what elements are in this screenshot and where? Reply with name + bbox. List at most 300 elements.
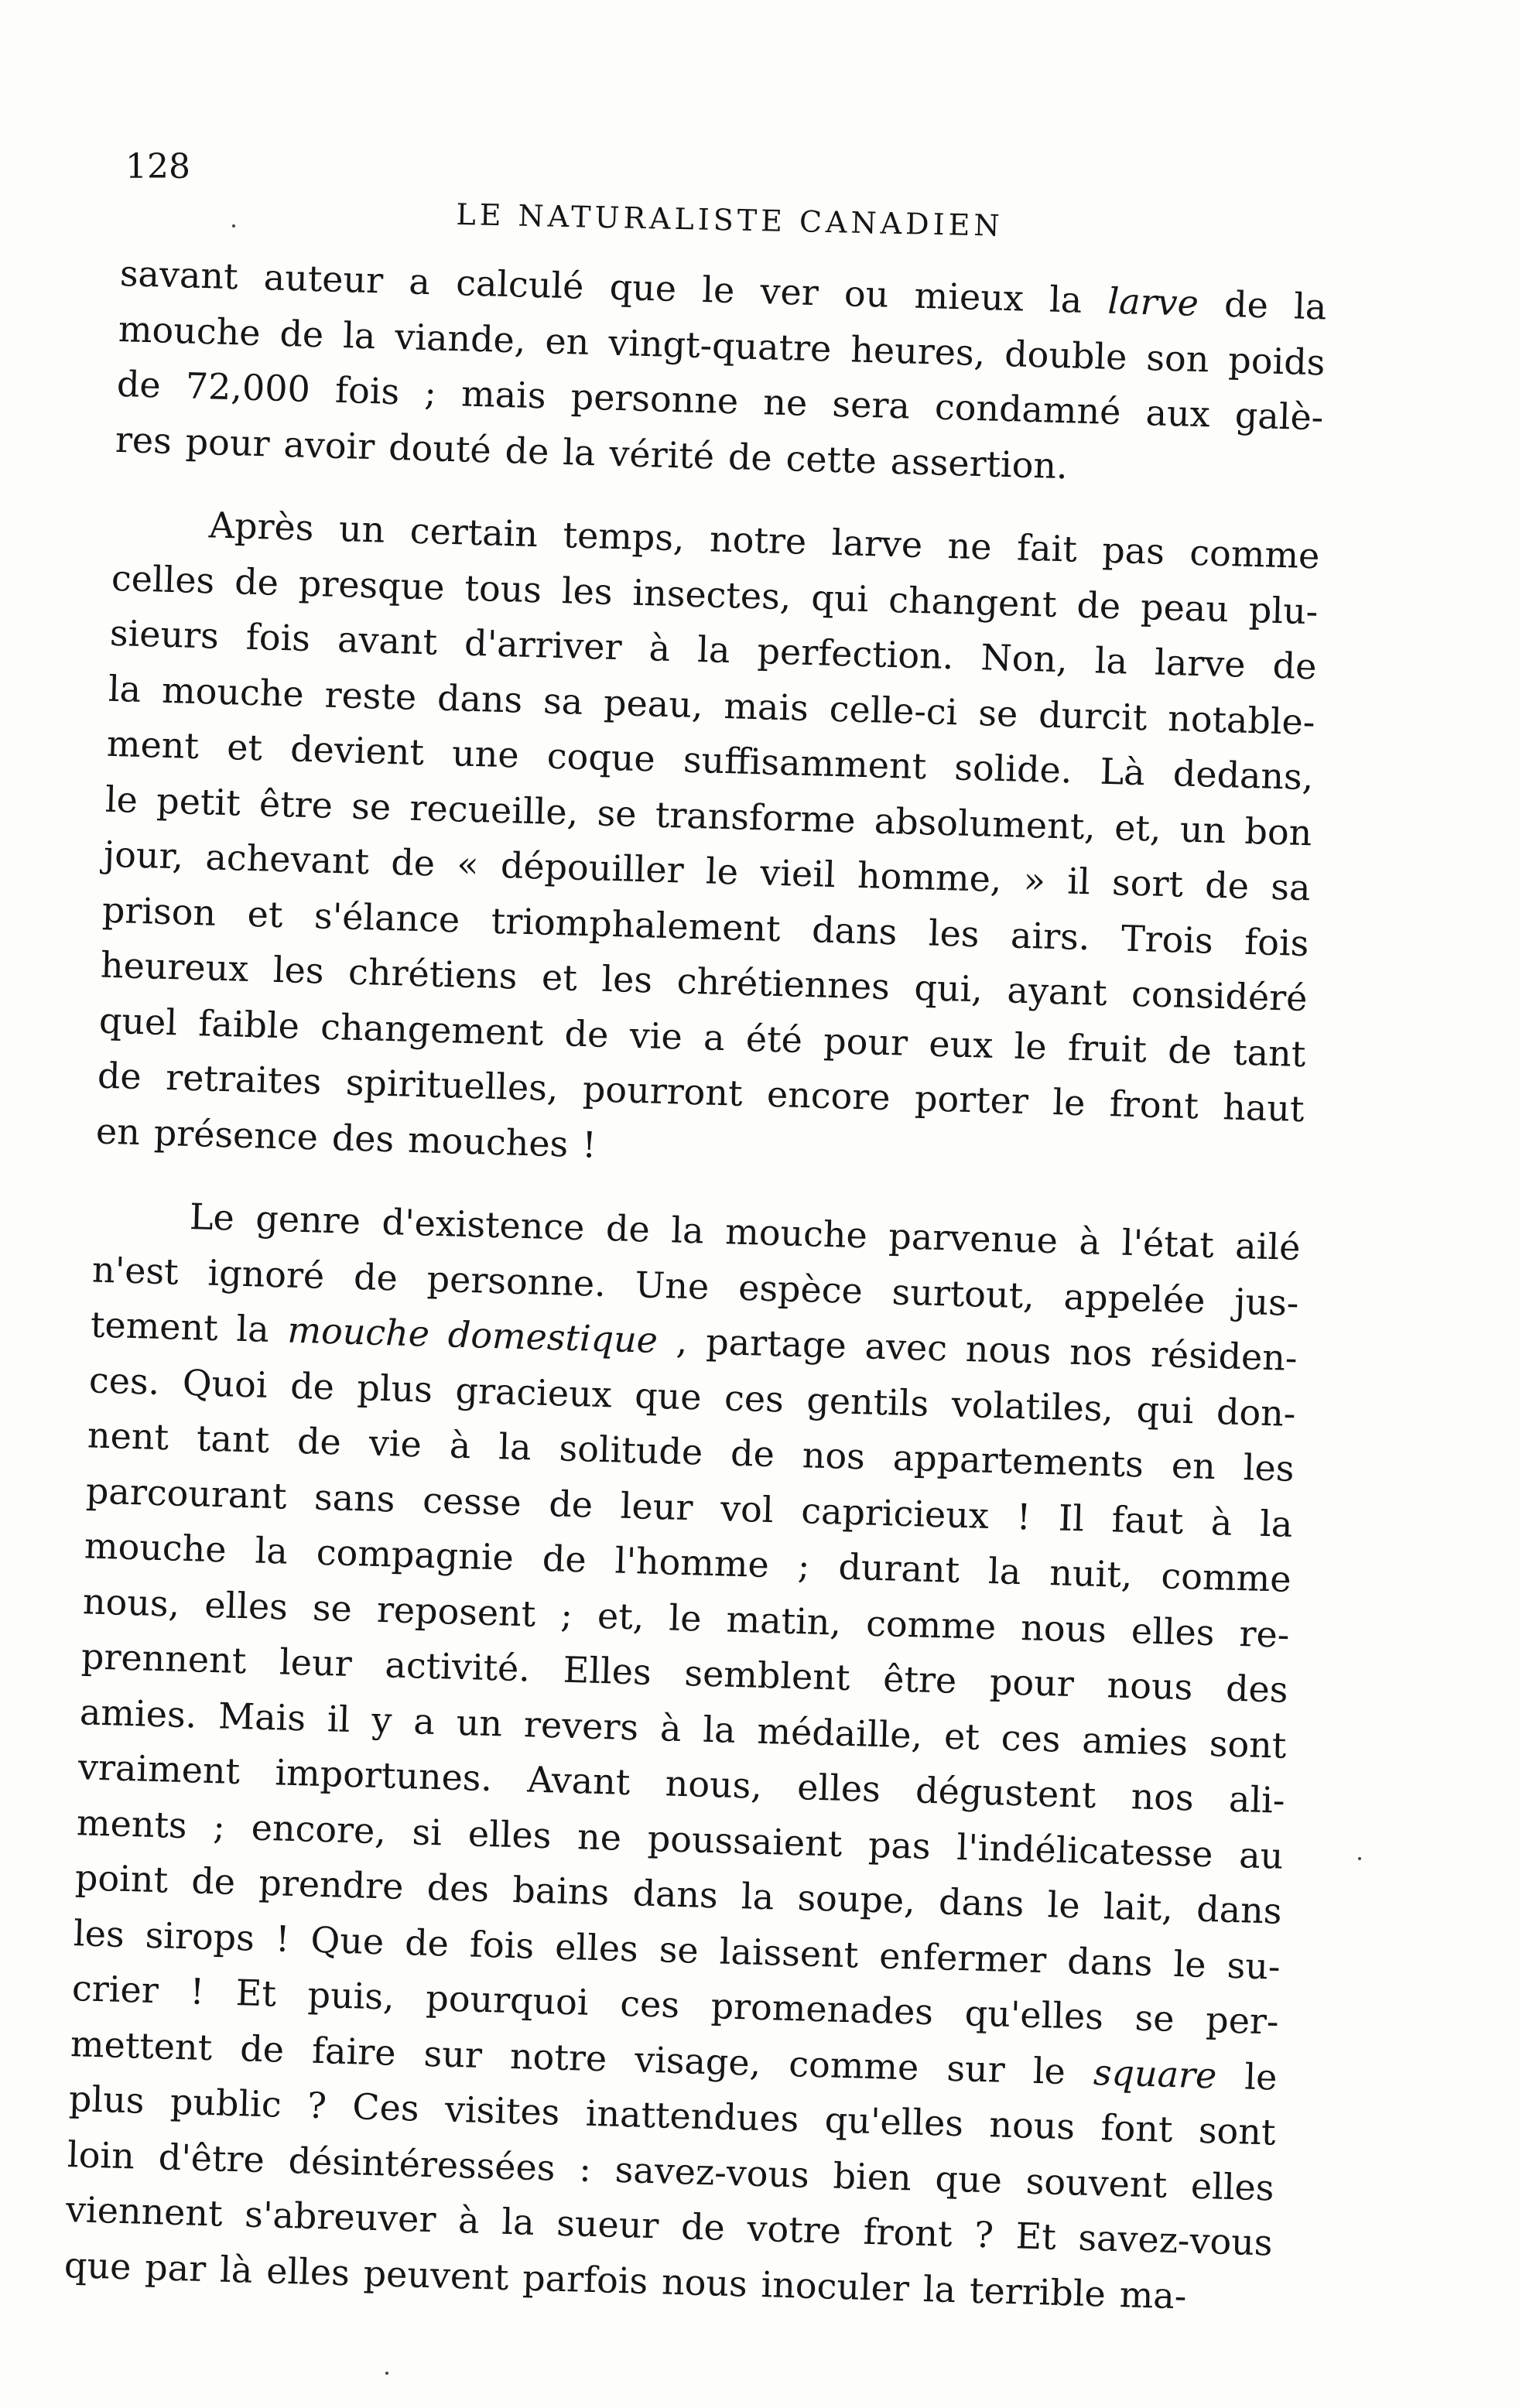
word: dans [1196, 1887, 1283, 1932]
word: fait [1016, 526, 1078, 570]
word: gracieux [454, 1369, 613, 1415]
word: reposent [376, 1588, 536, 1635]
word: front [862, 2210, 953, 2255]
word: pas [1101, 528, 1165, 573]
word: qu'elles [824, 2098, 964, 2145]
word: elles [265, 2249, 351, 2293]
word: transforme [655, 793, 857, 841]
word: retraites [165, 1056, 323, 1103]
word: la [987, 1549, 1022, 1593]
word: mais [460, 372, 547, 417]
word: se [596, 791, 638, 835]
word: volatiles, [951, 1383, 1114, 1429]
word: cesse [422, 1479, 522, 1524]
word: temps, [562, 514, 686, 559]
word: surtout, [891, 1270, 1035, 1316]
word: avec [864, 1325, 948, 1370]
word: larve [831, 521, 923, 566]
word: le [1046, 1883, 1081, 1927]
word: ayant [1006, 969, 1108, 1014]
word: ; [212, 1804, 226, 1848]
word: qui [810, 576, 870, 620]
word: perfection. [756, 630, 955, 678]
word: nos [802, 1434, 866, 1478]
word: « [456, 843, 480, 886]
word: le [1032, 2049, 1066, 2092]
word: achevant [204, 836, 370, 883]
word: résiden- [1150, 1332, 1298, 1380]
word: terrible [969, 2269, 1107, 2315]
word: de [680, 2205, 726, 2249]
word: bon [1244, 809, 1313, 853]
word: su- [1226, 1944, 1281, 1988]
word: prison [101, 888, 217, 934]
word: y [371, 1698, 393, 1742]
word: vol [720, 1486, 775, 1531]
word: a [703, 1015, 726, 1059]
word: de [234, 559, 279, 604]
word: mouche [118, 307, 262, 354]
word: activité. [384, 1644, 531, 1690]
word: lait, [1103, 1885, 1174, 1929]
word: certain [409, 509, 539, 556]
word: se [1134, 1996, 1175, 2040]
word: de [542, 1537, 587, 1581]
word: s'abreuver [244, 2193, 437, 2241]
word: qu'elles [964, 1992, 1104, 2038]
word: Ces [351, 2085, 420, 2129]
word: ignoré [207, 1251, 325, 1297]
word: front [1109, 1083, 1199, 1127]
print-speck [1358, 1857, 1361, 1860]
word: nous [661, 2260, 748, 2305]
word: Non, [980, 636, 1069, 681]
word: vraiment [77, 1746, 241, 1793]
word: dans [1066, 1939, 1154, 1984]
word: coque [546, 734, 656, 780]
word: revers [523, 1702, 639, 1748]
word: celles [111, 556, 215, 602]
word: chrétiens [347, 950, 518, 997]
word: et [943, 1714, 980, 1758]
word: médaille, [756, 1709, 923, 1756]
word: Que [310, 1918, 385, 1962]
word: nuit, [1049, 1551, 1134, 1596]
word: jus- [1233, 1280, 1300, 1324]
word: sur [946, 2047, 1006, 2091]
word: la [922, 2267, 956, 2311]
word: nous [1106, 1664, 1194, 1709]
word: mouche [84, 1524, 228, 1571]
word: nous [965, 1328, 1052, 1373]
word: changement [320, 1005, 545, 1054]
word: de [1271, 644, 1318, 688]
word: porter [914, 1077, 1029, 1123]
word: elles [467, 1811, 553, 1856]
word: savant [119, 251, 239, 298]
word: pour [823, 1019, 908, 1064]
word: le [1052, 1081, 1086, 1124]
word: elles [796, 1766, 881, 1811]
word: jour, [103, 833, 184, 877]
word: dans [938, 1880, 1025, 1925]
word: res [115, 418, 173, 462]
word: savez-vous [614, 2148, 810, 2196]
word: si [412, 1810, 443, 1853]
word: de [239, 2027, 285, 2071]
word: galè- [1234, 394, 1325, 439]
word: faible [197, 1001, 300, 1047]
word: vieil [759, 851, 836, 896]
word: fois [334, 368, 400, 413]
word: partage [705, 1320, 847, 1366]
word: d'existence [381, 1200, 586, 1249]
print-speck [385, 2372, 388, 2375]
word: s'élance [313, 894, 460, 941]
word: de [564, 1011, 610, 1055]
word: le [104, 778, 139, 821]
word: les [600, 957, 653, 1001]
word: ! [581, 1123, 597, 1166]
word: le [1244, 2054, 1278, 2098]
word: peau, [603, 681, 704, 726]
word: de [1223, 282, 1269, 327]
word: ment [106, 722, 200, 768]
word: 72,000 [185, 364, 311, 410]
word: visage, [634, 2037, 762, 2084]
word: douté [388, 426, 492, 470]
word: recueille, [409, 786, 580, 833]
word: de [605, 1207, 651, 1250]
word: dégustent [915, 1769, 1097, 1816]
word: notable- [1167, 696, 1316, 743]
word: sont [1209, 1722, 1288, 1767]
word: ne [946, 525, 993, 568]
word: les [73, 1911, 125, 1955]
word: genre [255, 1197, 361, 1243]
word: insectes, [631, 571, 792, 617]
word: nous [988, 2103, 1076, 2148]
word: et, [597, 1594, 645, 1638]
word: de [404, 1921, 450, 1965]
word: nos [1069, 1330, 1134, 1375]
word: pour [185, 419, 271, 464]
word: des [426, 1866, 490, 1910]
word: matin, [725, 1598, 842, 1644]
word: être [882, 1657, 957, 1702]
word: faut [1110, 1497, 1184, 1542]
word: considéré [1131, 972, 1309, 1020]
word: mouches [407, 1118, 570, 1165]
word: comme [788, 2042, 920, 2088]
word: amies. [79, 1690, 198, 1736]
word: leur [620, 1484, 694, 1528]
word: pourquoi [425, 1976, 590, 2023]
word: les [1243, 1446, 1295, 1490]
word: heureux [100, 943, 250, 990]
word: auteur [263, 256, 384, 302]
word: re- [1238, 1612, 1291, 1656]
word: de [504, 429, 550, 473]
word: solitude [558, 1427, 703, 1473]
word: compagnie [316, 1531, 515, 1579]
word: durant [837, 1545, 960, 1591]
word: enfermer [878, 1934, 1047, 1981]
word: l'état [1120, 1221, 1215, 1266]
word: Il [1058, 1496, 1085, 1539]
word: elles [554, 1925, 639, 1970]
word: il [1066, 860, 1091, 903]
word: en [1171, 1444, 1216, 1488]
word: sans [313, 1476, 396, 1520]
word: fois [469, 1922, 535, 1967]
word: vie [629, 1014, 683, 1058]
word: le [705, 850, 739, 893]
word: prennent [80, 1635, 248, 1682]
word: dedans, [1172, 752, 1315, 799]
word: Et [235, 1972, 277, 2015]
word: eux [928, 1022, 994, 1066]
word: notre [509, 2034, 607, 2079]
word: ments [76, 1801, 188, 1846]
word: se [351, 785, 392, 828]
word: mouche [724, 1210, 868, 1257]
word: inattendues [585, 2092, 800, 2140]
word: bains [511, 1868, 610, 1914]
word: présence [153, 1111, 319, 1158]
word: le [668, 1596, 703, 1640]
word: amies [1081, 1718, 1189, 1763]
word: appelée [1063, 1275, 1206, 1322]
word: la [670, 1209, 705, 1252]
word: se [977, 691, 1019, 735]
word: sort [1111, 861, 1184, 905]
word: sont [1198, 2109, 1277, 2153]
word: et [226, 726, 263, 769]
word: la [254, 1529, 289, 1572]
word: sa [542, 679, 583, 723]
word: Là [1099, 750, 1146, 794]
word: la [562, 430, 597, 474]
word: sur [423, 2032, 483, 2076]
word: sera [831, 382, 911, 427]
word: condamné [934, 385, 1122, 433]
word: le [1172, 1942, 1207, 1986]
word: qui, [913, 966, 984, 1011]
word: personne [570, 375, 739, 422]
word: de [97, 1054, 142, 1098]
word: tement [90, 1303, 219, 1349]
paragraph [63, 1187, 1301, 2327]
word: cette [785, 436, 878, 481]
word: pas [867, 1823, 932, 1867]
word: tous [464, 566, 542, 611]
word: ces [619, 1982, 680, 2027]
word: durcit [1038, 693, 1148, 738]
word: de [279, 312, 324, 355]
word: votre [746, 2207, 842, 2252]
word: tant [196, 1417, 270, 1461]
word: nous [1020, 1606, 1107, 1650]
word: appartements [892, 1436, 1144, 1486]
word: et [246, 892, 284, 935]
word: son [1145, 336, 1210, 380]
word: Avant [526, 1758, 631, 1804]
word: domestique [447, 1313, 659, 1361]
word: faire [311, 2029, 397, 2074]
word: don- [1216, 1390, 1297, 1435]
word: dans [436, 676, 523, 721]
word: heures, [850, 327, 987, 374]
word: changent [888, 578, 1058, 625]
paragraph [95, 495, 1320, 1192]
word: calculé [455, 262, 585, 307]
word: haut [1222, 1086, 1305, 1130]
word: de [190, 1859, 236, 1903]
word: ces. [88, 1358, 161, 1403]
word: désintéressées [288, 2139, 556, 2189]
word: presque [298, 562, 446, 608]
word: bien [832, 2154, 912, 2198]
word: tant [1232, 1031, 1307, 1075]
word: importunes. [274, 1751, 493, 1800]
word: Une [635, 1263, 710, 1308]
word: comme [1160, 1555, 1292, 1600]
word: poids [1227, 338, 1326, 384]
word: reste [323, 673, 417, 718]
word: de [353, 1255, 399, 1299]
word: en [544, 319, 590, 363]
word: dans [811, 908, 898, 953]
word: nent [87, 1414, 169, 1459]
word: » [1023, 858, 1046, 901]
word: aux [1144, 392, 1211, 436]
word: de [296, 1419, 342, 1463]
word: double [1004, 332, 1128, 378]
word: ! [189, 1970, 205, 2013]
word: souvent [1025, 2160, 1168, 2206]
word: parvenue [888, 1215, 1059, 1262]
word: de [289, 1364, 335, 1408]
word: homme, [857, 853, 1003, 901]
word: solide. [953, 746, 1073, 792]
word: la [342, 313, 377, 357]
word: qui [1135, 1387, 1195, 1431]
word: la [1259, 1502, 1294, 1545]
word: point [74, 1856, 169, 1901]
word: leur [279, 1640, 353, 1685]
word: nous, [665, 1762, 763, 1807]
word: petit [156, 779, 241, 824]
word: poussaient [647, 1817, 843, 1865]
word: parcourant [85, 1469, 288, 1517]
word: puis, [306, 1973, 395, 2018]
word: personne. [426, 1257, 607, 1305]
word: la [1094, 639, 1128, 682]
word: parfois [522, 2256, 648, 2302]
word: inoculer [760, 2263, 910, 2309]
word: promenades [710, 1985, 934, 2033]
word: vingt-quatre [607, 321, 833, 370]
word: mais [723, 684, 809, 729]
word: peau [1140, 585, 1230, 630]
word: à [449, 1424, 472, 1467]
word: vie [368, 1421, 423, 1466]
word: avoir [282, 422, 376, 467]
word: Mais [217, 1694, 306, 1739]
word: ? [973, 2213, 994, 2256]
word: ne [576, 1815, 622, 1859]
word: plus [68, 2078, 145, 2122]
word: elles [1190, 2164, 1275, 2209]
word: à [1210, 1500, 1233, 1544]
word: viande, [394, 315, 527, 361]
word: prendre [258, 1861, 405, 1908]
word: fois [245, 615, 311, 660]
word: de [116, 362, 162, 406]
word: comme [865, 1602, 997, 1647]
word: que [634, 1373, 703, 1418]
word: fruit [1067, 1026, 1148, 1070]
word: les [928, 912, 980, 955]
word: un [338, 508, 386, 551]
word: Après [208, 504, 315, 549]
word: et, [1114, 806, 1162, 850]
word: de [390, 841, 436, 884]
word: à [648, 627, 671, 670]
word: au [1238, 1833, 1285, 1877]
word: mouche [161, 669, 305, 715]
word: ? [306, 2084, 327, 2127]
word: assertion. [890, 440, 1069, 487]
word: Trois [1120, 916, 1214, 962]
word: sueur [556, 2201, 660, 2247]
word: ! [1015, 1495, 1031, 1537]
word: airs. [1010, 913, 1091, 958]
word: soupe, [796, 1876, 916, 1922]
word: ne [762, 381, 809, 424]
word: des [1225, 1667, 1289, 1711]
word: de [1167, 1028, 1213, 1072]
word: à [457, 2199, 481, 2242]
word: une [451, 732, 520, 776]
word: encore [766, 1072, 891, 1119]
word: un [456, 1701, 503, 1745]
word: à [1078, 1220, 1101, 1263]
word: pour [989, 1661, 1075, 1705]
running-title: LE NATURALISTE CANADIEN [456, 197, 1004, 243]
word: l'homme [614, 1539, 770, 1586]
word: notre [709, 518, 807, 563]
word: et [541, 956, 578, 999]
word: dépouiller [500, 844, 685, 891]
word: pourront [582, 1068, 744, 1114]
word: triomphalement [491, 899, 782, 949]
word: que [63, 2243, 132, 2287]
word: quel [98, 999, 178, 1043]
word: ma- [1119, 2273, 1188, 2317]
word: encore, [251, 1806, 387, 1852]
word: sa [1270, 865, 1312, 909]
word: public [169, 2080, 282, 2126]
word: l'indélicatesse [956, 1825, 1214, 1875]
word: à [659, 1706, 683, 1750]
word: que [934, 2157, 1003, 2201]
word: capricieux [800, 1489, 990, 1537]
word: visites [444, 2088, 561, 2133]
word: que [609, 265, 677, 310]
word: se [659, 1927, 700, 1972]
